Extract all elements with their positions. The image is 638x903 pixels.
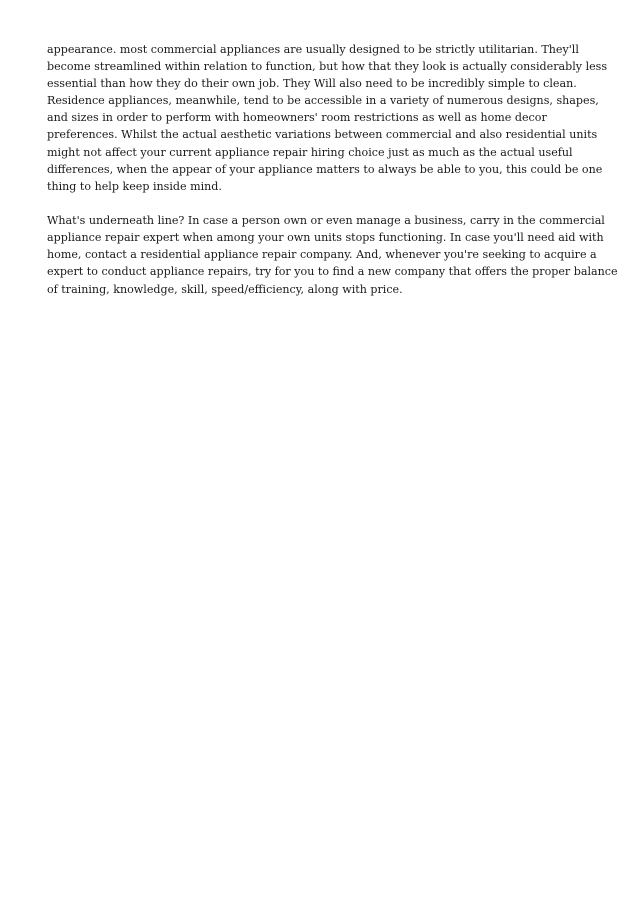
text-line: thing to help keep inside mind. <box>47 179 222 193</box>
text-line: preferences. Whilst the actual aesthetic variations between commercial and also residential units <box>47 128 598 142</box>
text-line: appliance repair expert when among your own units stops functioning. In case you'll need aid with <box>47 231 604 245</box>
text-line: of training, knowledge, skill, speed/efficiency, along with price. <box>47 282 403 296</box>
paragraph-spacer <box>47 195 597 212</box>
text-line: essential than how they do their own job. They Will also need to be incredibly simple to clean. <box>47 77 577 91</box>
text-line: and sizes in order to perform with homeowners' room restrictions as well as home decor <box>47 111 547 125</box>
text-line: home, contact a residential appliance repair company. And, whenever you're seeking to acquire a <box>47 248 597 262</box>
text-line: differences, when the appear of your appliance matters to always be able to you, this could be one <box>47 162 603 176</box>
text-line: Residence appliances, meanwhile, tend to be accessible in a variety of numerous designs, shapes, <box>47 94 599 108</box>
text-line: appearance. most commercial appliances are usually designed to be strictly utilitarian. They'll <box>47 43 579 56</box>
text-line: become streamlined within relation to function, but how that they look is actually considerably less <box>47 60 608 74</box>
text-line: expert to conduct appliance repairs, try for you to find a new company that offers the proper balance <box>47 265 618 279</box>
text-line: What's underneath line? In case a person own or even manage a business, carry in the commercial <box>47 214 605 228</box>
text-line: might not affect your current appliance repair hiring choice just as much as the actual useful <box>47 145 573 159</box>
paragraph-1 <box>47 41 608 195</box>
document-body <box>47 41 618 298</box>
paragraph-2 <box>47 212 618 297</box>
